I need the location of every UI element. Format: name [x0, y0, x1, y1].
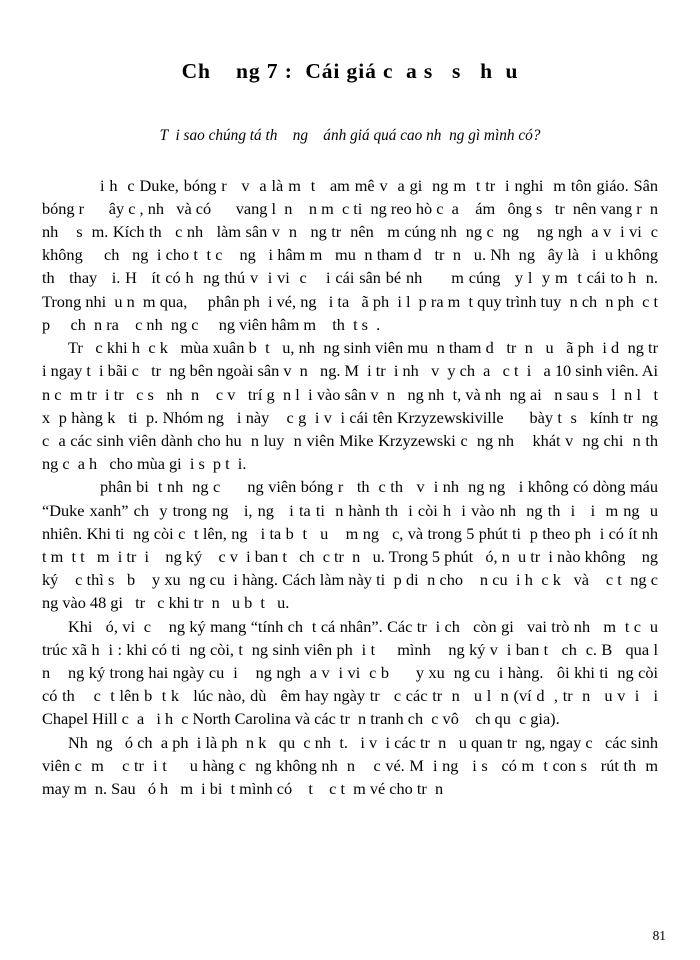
paragraph: Nh ng ó ch a ph i là ph n k qu c nh t. i v i các tr n u quan tr ng, ngay c các sinh viên c m c tr i t u hàng c ng không nh n c vé. M i ng i s có m t con s rút th m may m n. Sau ó h m i bi t mình có t c t m vé cho tr n: [42, 732, 663, 798]
body-text: [42, 146, 671, 800]
chapter-subtitle: T i sao chúng tá th ng ánh giá quá cao nh ng gì mình có?: [159, 126, 541, 144]
paragraph: Tr c khi h c k mùa xuân b t u, nh ng sinh viên mu n tham d tr n u ã ph i d ng tr i ngay t i bãi c tr ng bên ngoài sân v n ng. M i tr i nh v y ch a c t i a 10 sinh viên. Ai n c m tr i tr c s nh n c v trí g n l i vào sân v n ng nh t, và nh ng ai n sau s l n l t x p hàng k ti p. Nhóm ng i này c g i v i cái tên Krzyzewskiville bày t s kính tr ng c a các sinh viên dành cho hu n luy n viên Mike Krzyzewski c ng nh khát v ng chi n th ng c a h cho mùa gi i s p t i.: [42, 338, 671, 474]
page-number: 81: [652, 927, 666, 943]
chapter-title: Ch ng 7 : Cái giá c a s s h u: [181, 59, 519, 83]
paragraph: i h c Duke, bóng r v a là m t am mê v a gi ng m t tr i nghi m tôn giáo. Sân bóng r ây c , nh và có vang l n n m c ti ng reo hò c a ám ông s tr nên vang r n nh s m. Kích th c nh làm sân v n ng tr nên m cúng nh ng c ng ng ngh a v i vi c không ch ng i cho t t c ng i hâm m mu n tham d tr n u. Nh ng ây là i u không th thay i. H ít có h ng thú v i vi c i cái sân bé nh m cúng y l y m t cái to h n. Trong nhi u n m qua, phân ph i vé, ng i ta ã ph i l p ra m t quy trình tuy n ch n ph c t p ch n ra c nh ng c ng viên hâm m th t s .: [42, 175, 667, 334]
paragraph: phân bi t nh ng c ng viên bóng r th c th v i nh ng ng i không có dòng máu “Duke xanh” ch y trong ng i, ng i ta ti n hành th i còi h i vào nh ng th i i m ng u nhiên. Khi ti ng còi c t lên, ng i ta b t u m ng c, và trong 5 phút ti p theo ph i có ít nh t m t t m i tr i ng ký c v i ban t ch c tr n u. Trong 5 phút ó, n u tr i nào không ng ký c thì s b y xu ng cu i hàng. Cách làm này ti p di n cho n cu i h c k và c t ng c ng vào 48 gi tr c khi tr n u b t u.: [42, 477, 671, 613]
page-content: [42, 0, 671, 800]
paragraph: Khi ó, vi c ng ký mang “tính ch t cá nhân”. Các tr i ch còn gi vai trò nh m t c u trúc xã h i : khi có ti ng còi, t ng sinh viên ph i t mình ng ký v i ban t ch c. B qua l n ng ký trong hai ngày cu i ng ngh a v i vi c b y xu ng cu i hàng. ôi khi ti ng còi có th c t lên b t k lúc nào, dù êm hay ngày tr c các tr n u l n (ví d , tr n u v i i Chapel Hill c a i h c North Carolina và các tr n tranh ch c vô ch qu c gia).: [42, 616, 667, 729]
